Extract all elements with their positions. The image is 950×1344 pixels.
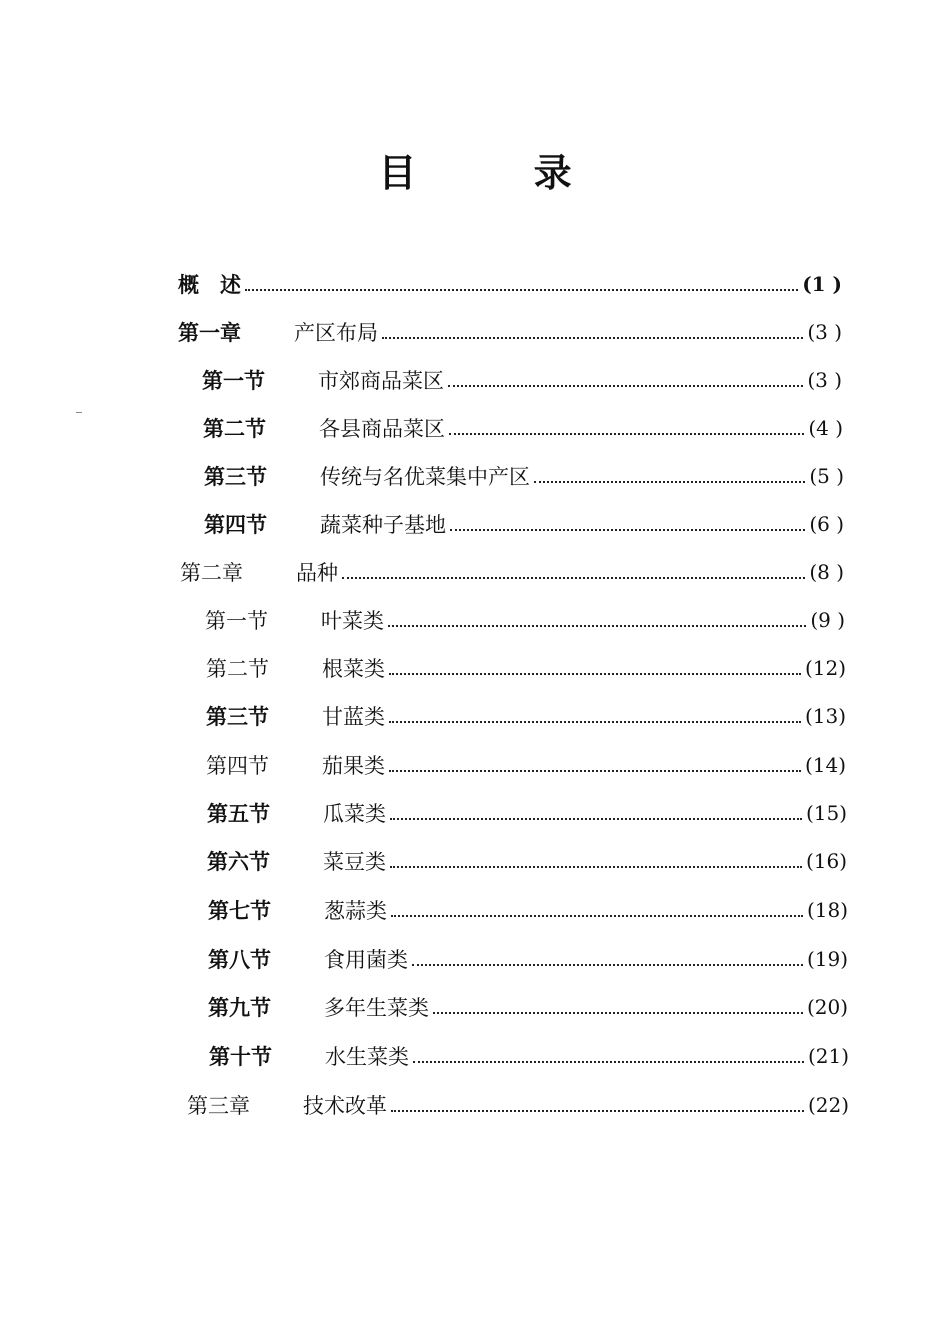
scan-speck xyxy=(76,412,82,413)
dot-leader xyxy=(389,768,801,772)
toc-entry-section xyxy=(208,987,848,1027)
dot-leader xyxy=(388,623,806,627)
toc-entry-number: 第二节 xyxy=(203,416,266,441)
toc-entry-title: 水生菜类 xyxy=(325,1045,409,1069)
toc-entry-number: 第三节 xyxy=(204,464,267,489)
toc-entry-page: (3 ) xyxy=(807,320,842,344)
toc-entry-title: 品种 xyxy=(296,561,338,585)
toc-entry-page: (1 ) xyxy=(802,272,842,296)
toc-entry-number: 第一章 xyxy=(178,320,241,345)
toc-entry-title: 根菜类 xyxy=(322,657,385,681)
toc-entry-number: 第一节 xyxy=(205,609,268,633)
toc-entry-page: (19) xyxy=(806,947,848,971)
toc-entry-section xyxy=(202,360,842,400)
toc-entry-section xyxy=(208,890,848,930)
toc-entry-title: 各县商品菜区 xyxy=(319,417,445,441)
toc-entry-number: 第一节 xyxy=(202,368,265,393)
dot-leader xyxy=(389,671,801,675)
page-title: 目 录 xyxy=(378,151,624,195)
toc-entry-title: 瓜菜类 xyxy=(323,802,386,826)
toc-entry-title: 产区布局 xyxy=(294,321,378,345)
toc-entry-number: 第五节 xyxy=(207,801,270,826)
toc-entry-section xyxy=(204,504,844,544)
dot-leader xyxy=(342,575,805,579)
toc-entry-title: 甘蓝类 xyxy=(322,705,385,729)
dot-leader xyxy=(389,719,801,723)
toc-entry-section xyxy=(206,745,846,785)
toc-entry-title: 蔬菜种子基地 xyxy=(320,513,446,537)
dot-leader xyxy=(412,962,803,966)
dot-leader xyxy=(390,864,802,868)
toc-entry-number: 第十节 xyxy=(209,1044,272,1069)
dot-leader xyxy=(391,1108,804,1112)
dot-leader xyxy=(534,479,805,483)
toc-entry-chapter-3 xyxy=(187,1085,849,1125)
toc-entry-title: 概 述 xyxy=(178,272,241,297)
toc-entry-section xyxy=(207,841,847,881)
toc-entry-title: 技术改革 xyxy=(303,1094,387,1118)
toc-entry-chapter-1 xyxy=(178,312,842,352)
toc-entry-section xyxy=(207,793,847,833)
toc-entry-page: (8 ) xyxy=(809,560,844,584)
dot-leader xyxy=(413,1059,804,1063)
toc-entry-section xyxy=(206,648,846,688)
toc-entry-page: (13) xyxy=(804,704,846,728)
toc-entry-section xyxy=(203,408,843,448)
toc-entry-section xyxy=(206,696,846,736)
toc-entry-number: 第三章 xyxy=(187,1094,250,1118)
toc-entry-page: (20) xyxy=(806,995,848,1019)
toc-entry-number: 第九节 xyxy=(208,995,271,1020)
toc-entry-title: 葱蒜类 xyxy=(324,899,387,923)
toc-entry-section xyxy=(208,939,848,979)
toc-entry-overview xyxy=(178,264,842,304)
toc-entry-page: (18) xyxy=(806,898,848,922)
toc-entry-page: (9 ) xyxy=(810,608,845,632)
toc-entry-number: 第四节 xyxy=(206,754,269,778)
toc-entry-section xyxy=(204,456,844,496)
toc-entry-page: (4 ) xyxy=(808,416,843,440)
toc-entry-page: (22) xyxy=(807,1093,849,1117)
toc-entry-title: 食用菌类 xyxy=(324,948,408,972)
toc-entry-title: 菜豆类 xyxy=(323,850,386,874)
toc-entry-page: (14) xyxy=(804,753,846,777)
toc-entry-number: 第七节 xyxy=(208,898,271,923)
dot-leader xyxy=(448,383,803,387)
dot-leader xyxy=(382,335,803,339)
toc-entry-page: (6 ) xyxy=(809,512,844,536)
toc-entry-section xyxy=(209,1036,849,1076)
toc-entry-title: 叶菜类 xyxy=(321,609,384,633)
toc-entry-page: (3 ) xyxy=(807,368,842,392)
toc-entry-number: 第六节 xyxy=(207,849,270,874)
toc-entry-title: 茄果类 xyxy=(322,754,385,778)
toc-entry-page: (16) xyxy=(805,849,847,873)
toc-entry-title: 市郊商品菜区 xyxy=(318,369,444,393)
toc-entry-title: 传统与名优菜集中产区 xyxy=(320,465,530,489)
toc-entry-number: 第二章 xyxy=(180,561,243,585)
toc-entry-page: (15) xyxy=(805,801,847,825)
dot-leader xyxy=(245,287,798,291)
toc-entry-chapter-2 xyxy=(180,552,844,592)
dot-leader xyxy=(390,816,802,820)
toc-entry-section xyxy=(205,600,845,640)
dot-leader xyxy=(433,1010,803,1014)
dot-leader xyxy=(391,913,803,917)
toc-entry-page: (5 ) xyxy=(809,464,844,488)
toc-entry-title: 多年生菜类 xyxy=(324,996,429,1020)
dot-leader xyxy=(450,527,805,531)
dot-leader xyxy=(449,431,804,435)
toc-entry-number: 第三节 xyxy=(206,704,269,729)
toc-entry-number: 第四节 xyxy=(204,512,267,537)
toc-entry-page: (12) xyxy=(804,656,846,680)
toc-entry-number: 第二节 xyxy=(206,657,269,681)
toc-entry-number: 第八节 xyxy=(208,947,271,972)
toc-entry-page: (21) xyxy=(807,1044,849,1068)
